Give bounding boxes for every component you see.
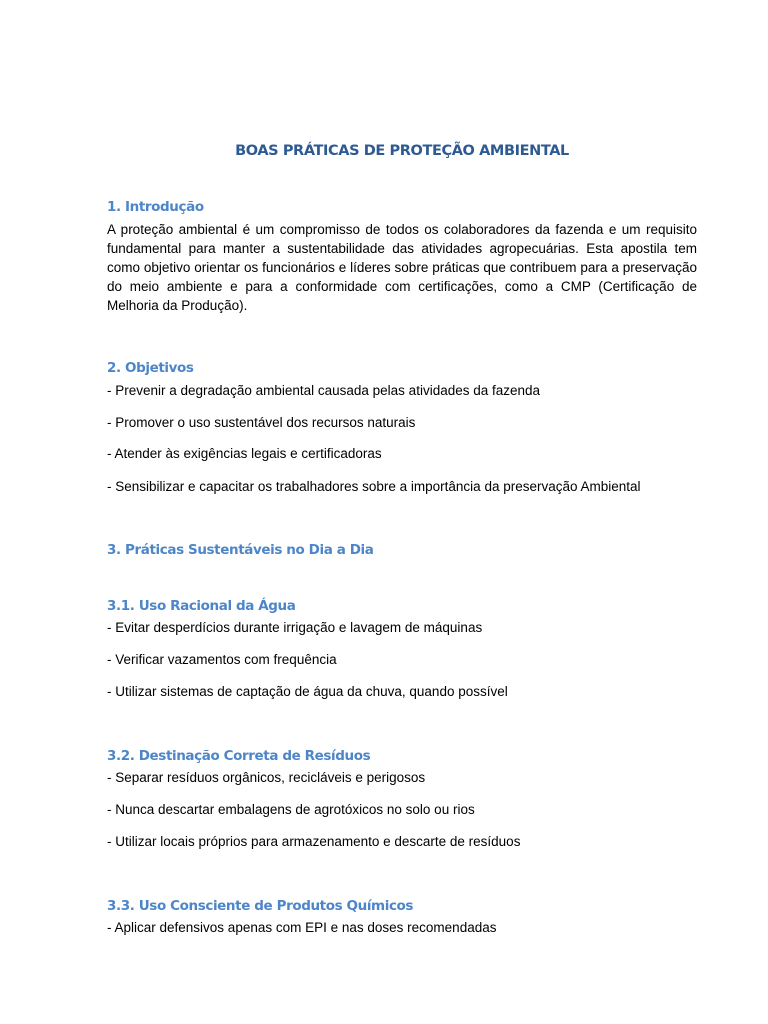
document-title: BOAS PRÁTICAS DE PROTEÇÃO AMBIENTAL <box>235 143 569 159</box>
list-item: - Nunca descartar embalagens de agrotóxicos no solo ou rios <box>107 802 475 817</box>
list-item: - Prevenir a degradação ambiental causada pelas atividades da fazenda <box>107 383 541 398</box>
list-item: - Sensibilizar e capacitar os trabalhadores sobre a importância da preservação Ambiental <box>107 479 641 494</box>
list-item: - Promover o uso sustentável dos recursos naturais <box>107 415 416 430</box>
list-item: - Evitar desperdícios durante irrigação e lavagem de máquinas <box>107 620 483 635</box>
section-heading-introducao: 1. Introdução <box>107 199 204 215</box>
list-item: - Atender às exigências legais e certificadoras <box>107 446 382 461</box>
list-item: - Separar resíduos orgânicos, recicláveis e perigosos <box>107 770 426 785</box>
section-heading-objetivos: 2. Objetivos <box>107 360 194 376</box>
section-heading-praticas: 3. Práticas Sustentáveis no Dia a Dia <box>107 542 374 558</box>
list-item: - Aplicar defensivos apenas com EPI e nas doses recomendadas <box>107 920 497 935</box>
subsection-heading-agua: 3.1. Uso Racional da Água <box>107 598 296 614</box>
list-item: - Utilizar locais próprios para armazenamento e descarte de resíduos <box>107 834 521 849</box>
list-item: - Utilizar sistemas de captação de água da chuva, quando possível <box>107 684 508 699</box>
intro-paragraph: A proteção ambiental é um compromisso de todos os colaboradores da fazenda e um requisito fundamental para manter a sustentabilidade das atividades agropecuárias. Esta apostila tem como objetivo orientar os funcionários e líderes sobre práticas que contribuem para a preservação do meio ambiente e para a conformidade com certificações, como a CMP (Certificação de Melhoria da Produção). <box>107 222 697 313</box>
subsection-heading-residuos: 3.2. Destinação Correta de Resíduos <box>107 748 371 764</box>
subsection-heading-quimicos: 3.3. Uso Consciente de Produtos Químicos <box>107 898 414 914</box>
list-item: - Verificar vazamentos com frequência <box>107 652 337 667</box>
